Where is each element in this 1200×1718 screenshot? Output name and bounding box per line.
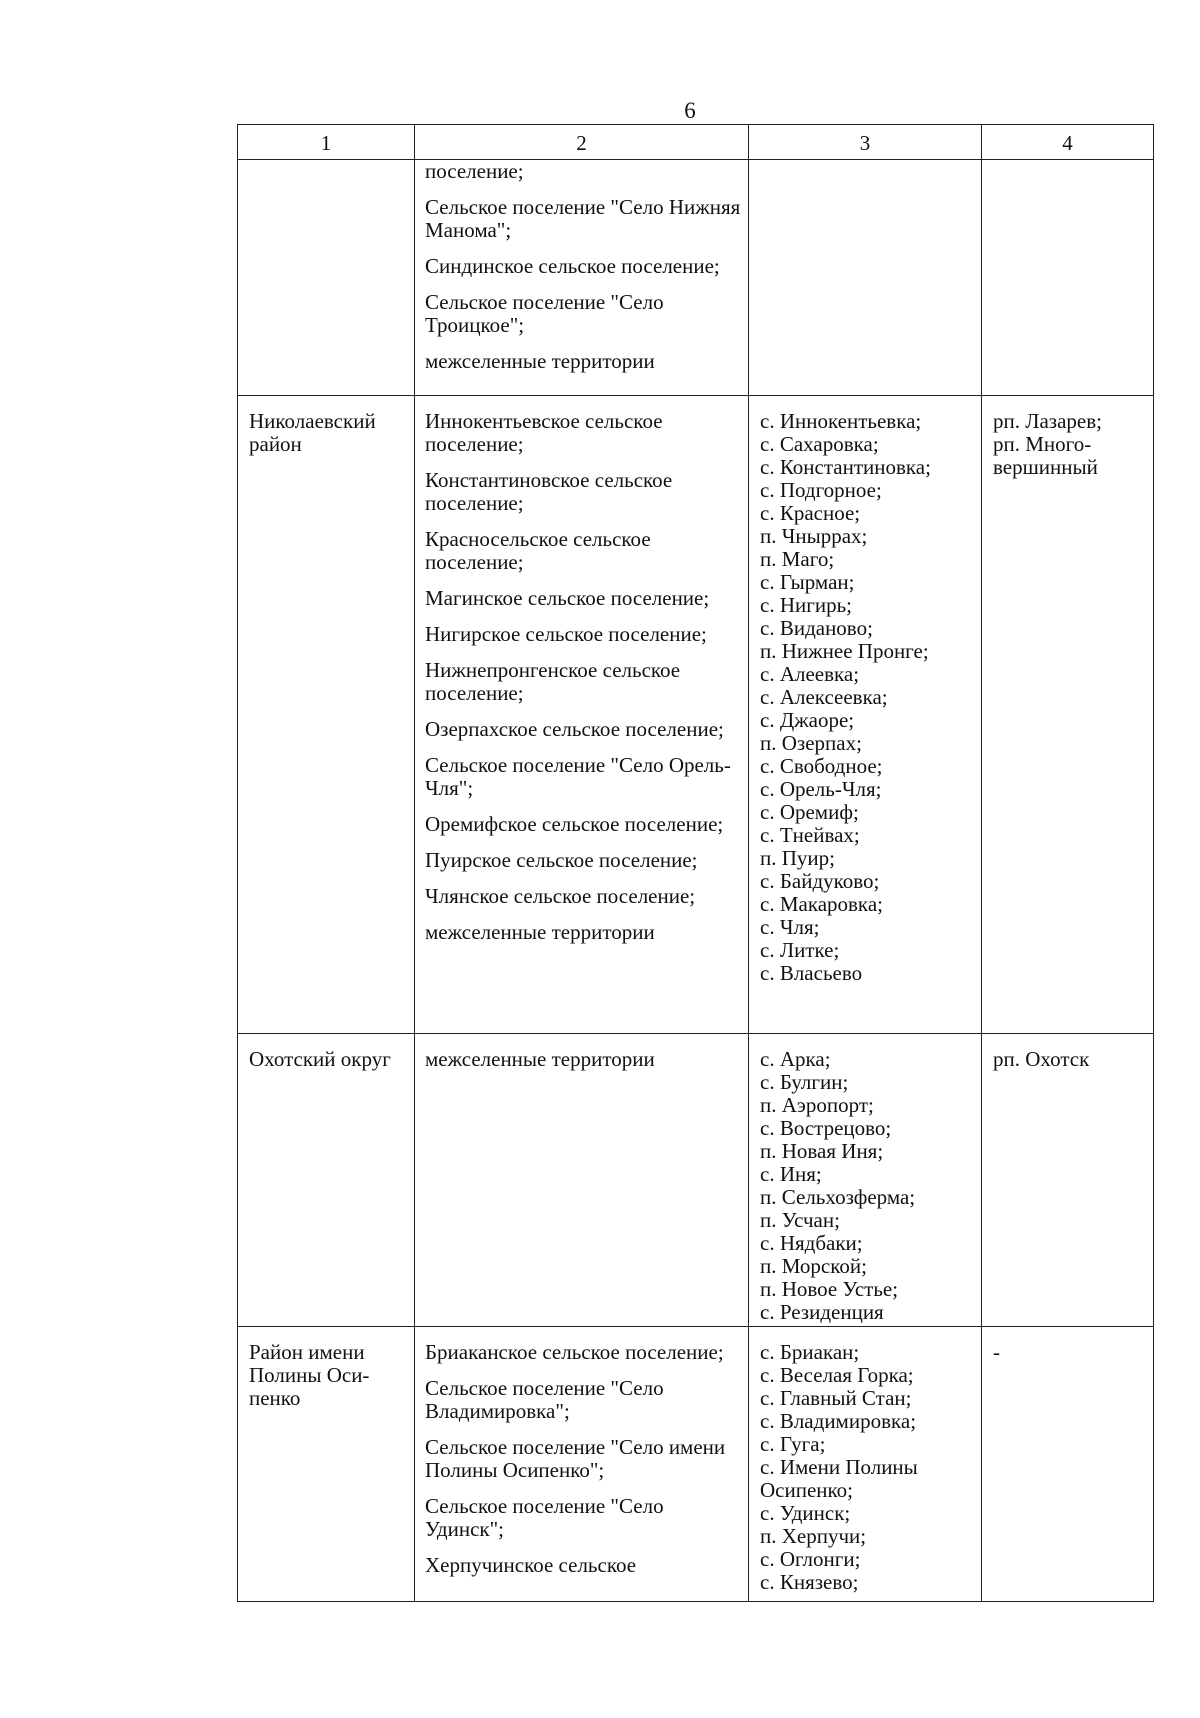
page-number: 6 [684, 98, 696, 123]
settlement-entry: Нигирское сельское поселение; [425, 621, 707, 646]
settlement-entry: Оремифское сельское поселение; [425, 811, 724, 836]
village-item: п. Сельхозферма; [760, 1185, 916, 1210]
settlement-entry: межселенные территории [425, 1047, 655, 1072]
settlement-entry: Сельское поселение "Село Орель-Чля"; [425, 752, 731, 800]
village-item: с. Оремиф; [760, 799, 859, 824]
village-item: с. Власьево [760, 960, 863, 985]
village-item: с. Виданово; [760, 615, 873, 640]
district-name: Николаевский район [249, 408, 376, 456]
town-item: рп. Охотск [993, 1047, 1090, 1072]
village-item: п. Новая Иня; [760, 1139, 884, 1164]
village-item: с. Главный Стан; [760, 1386, 912, 1411]
village-item: с. Орель-Чля; [760, 776, 882, 801]
district-cell [238, 1034, 415, 1327]
settlement-entry: Сельское поселение "Село Троицкое"; [425, 290, 664, 337]
district-cell [238, 160, 415, 396]
settlement-entry: Сельское поселение "Село Удинск"; [425, 1494, 664, 1542]
village-item: с. Бриакан; [760, 1340, 860, 1365]
village-item: с. Удинск; [760, 1501, 851, 1526]
village-item: с. Князево; [760, 1570, 859, 1595]
towns-cell [982, 395, 1154, 1033]
village-item: п. Херпучи; [760, 1524, 867, 1549]
village-item: п. Усчан; [760, 1208, 840, 1233]
village-item: с. Резиденция [760, 1300, 884, 1325]
village-item: с. Чля; [760, 914, 820, 939]
settlement-entry: Магинское сельское поселение; [425, 585, 710, 610]
district-name: Охотский округ [249, 1047, 391, 1072]
village-item: с. Подгорное; [760, 477, 882, 502]
settlement-entry: Сельское поселение "Село Владимировка"; [425, 1376, 664, 1424]
village-item: с. Владимировка; [760, 1409, 917, 1434]
village-item: с. Нядбаки; [760, 1231, 863, 1256]
village-item: с. Константиновка; [760, 454, 931, 479]
village-item: п. Аэропорт; [760, 1093, 874, 1118]
settlement-entry: Красносельское сельское поселение; [425, 526, 651, 574]
settlement-entry: Иннокентьевское сельское поселение; [425, 408, 663, 456]
village-item: с. Оглонги; [760, 1547, 861, 1572]
village-item: п. Чныррах; [760, 523, 868, 548]
settlement-entry: Константиновское сельское поселение; [425, 467, 673, 515]
village-item: с. Нигирь; [760, 592, 852, 617]
villages-cell [749, 1327, 982, 1602]
town-item: рп. Много- [993, 431, 1092, 456]
settlement-entry: Синдинское сельское поселение; [425, 254, 720, 278]
header-col-2: 2 [415, 125, 749, 160]
village-item: с. Алеевка; [760, 661, 860, 686]
settlement-entry: поселение; [425, 159, 524, 183]
village-item: с. Гырман; [760, 569, 855, 594]
settlements-cell [415, 1034, 749, 1327]
settlement-entry: Сельское поселение "Село Нижняя Манома"; [425, 195, 741, 242]
settlements-cell [415, 395, 749, 1033]
village-item: с. Иннокентьевка; [760, 408, 922, 433]
village-item: с. Тнейвах; [760, 822, 860, 847]
town-item: - [993, 1340, 1000, 1365]
settlement-entry: Члянское сельское поселение; [425, 883, 696, 908]
towns-cell [982, 1034, 1154, 1327]
village-item: с. Литке; [760, 937, 840, 962]
settlement-entry: Херпучинское сельское [425, 1553, 637, 1578]
village-item: с. Булгин; [760, 1070, 849, 1095]
town-item: вершинный [993, 454, 1098, 479]
table-row [238, 395, 1154, 1033]
villages-cell [749, 160, 982, 396]
village-item: с. Вострецово; [760, 1116, 892, 1141]
settlement-entry: межселенные территории [425, 919, 655, 944]
settlement-entry: Пуирское сельское поселение; [425, 847, 698, 872]
village-item: с. Иня; [760, 1162, 822, 1187]
village-item: с. Арка; [760, 1047, 831, 1072]
table-header-row [238, 125, 1154, 160]
settlements-cell [415, 1327, 749, 1602]
settlement-entry: Нижнепронгенское сельское поселение; [425, 657, 681, 705]
header-col-3: 3 [749, 125, 982, 160]
table-row [238, 1327, 1154, 1602]
village-item: п. Маго; [760, 546, 835, 571]
header-col-1: 1 [238, 125, 415, 160]
settlements-cell [415, 160, 749, 396]
settlement-entry: Озерпахское сельское поселение; [425, 716, 724, 741]
village-item: п. Пуир; [760, 845, 835, 870]
village-item: п. Новое Устье; [760, 1277, 899, 1302]
village-item: с. Веселая Горка; [760, 1363, 914, 1388]
towns-cell [982, 160, 1154, 396]
table-row [238, 160, 1154, 396]
village-item: с. Сахаровка; [760, 431, 879, 456]
header-col-4: 4 [982, 125, 1154, 160]
village-item: с. Байдуково; [760, 868, 880, 893]
village-item: п. Морской; [760, 1254, 867, 1279]
village-item: п. Нижнее Пронге; [760, 638, 929, 663]
settlement-entry: Бриаканское сельское поселение; [425, 1340, 724, 1365]
village-item: с. Джаоре; [760, 707, 855, 732]
village-item: Осипенко; [760, 1478, 853, 1503]
town-item: рп. Лазарев; [993, 408, 1102, 433]
towns-cell [982, 1327, 1154, 1602]
settlement-entry: межселенные территории [425, 349, 655, 373]
village-item: с. Гуга; [760, 1432, 826, 1457]
district-cell [238, 1327, 415, 1602]
village-item: с. Макаровка; [760, 891, 883, 916]
settlements-table [237, 124, 1154, 1602]
village-item: с. Алексеевка; [760, 684, 888, 709]
district-cell [238, 395, 415, 1033]
village-item: с. Красное; [760, 500, 861, 525]
village-item: с. Имени Полины [760, 1455, 918, 1480]
settlement-entry: Сельское поселение "Село имени Полины Осипенко"; [425, 1435, 726, 1483]
table-row [238, 1034, 1154, 1327]
villages-cell [749, 395, 982, 1033]
district-name: Район имени Полины Оси-пенко [249, 1340, 370, 1411]
village-item: п. Озерпах; [760, 730, 862, 755]
villages-cell [749, 1034, 982, 1327]
village-item: с. Свободное; [760, 753, 883, 778]
